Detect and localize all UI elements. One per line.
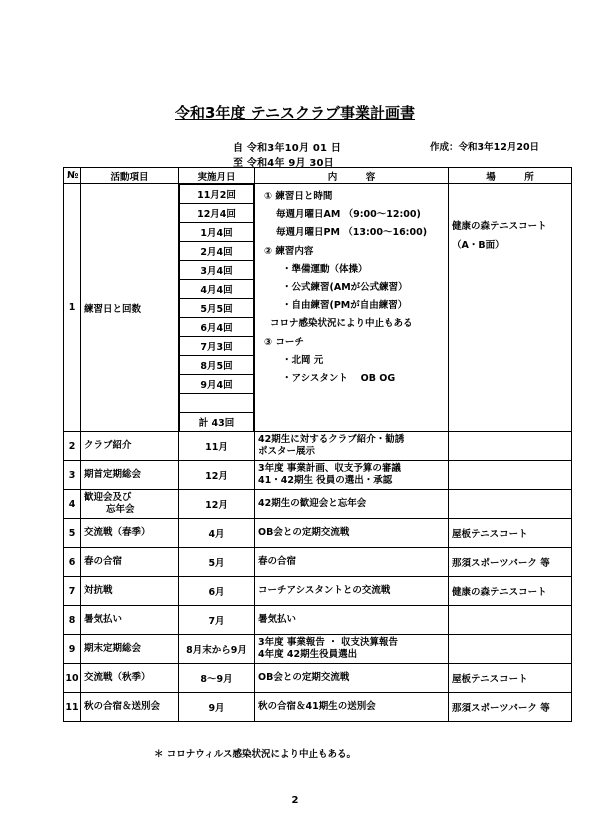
row-activity: 春の合宿 [81, 548, 179, 577]
practice-count: 7月3回 [180, 337, 254, 356]
plan-table [63, 167, 572, 722]
row-activity: クラブ紹介 [81, 432, 179, 461]
row-place: 那須スポーツパーク 等 [449, 693, 572, 722]
table-row [64, 548, 572, 577]
practice-place-line: （A・B面） [452, 240, 505, 251]
row-date: 4月 [179, 519, 255, 548]
row-content [255, 490, 449, 519]
row-activity: 練習日と回数 [81, 184, 179, 432]
table-row [64, 519, 572, 548]
row-no: 3 [64, 461, 81, 490]
table-row [64, 664, 572, 693]
row-content-line: 春の合宿 [258, 556, 297, 567]
row-date: 11月 [179, 432, 255, 461]
header-content: 内 容 [255, 168, 449, 184]
row-content-line: 4年度 42期生役員選出 [258, 649, 358, 660]
table-row [64, 432, 572, 461]
row-place [449, 606, 572, 635]
table-row-practice [64, 184, 572, 432]
row-activity: 歓迎会及び 忘年会 [81, 490, 179, 519]
practice-content-line: ・自由練習(PMが自由練習） [282, 300, 408, 312]
practice-content-line: 毎週月曜日PM （13:00～16:00) [276, 227, 428, 239]
row-content [255, 432, 449, 461]
row-date: 8～9月 [179, 664, 255, 693]
header-date: 実施月日 [179, 168, 255, 184]
row-place: 屋板テニスコート [449, 519, 572, 548]
practice-count [180, 394, 254, 413]
practice-count: 計 43回 [180, 413, 254, 432]
row-content-line: OB会との定期交流戦 [258, 527, 350, 538]
row-content-line: 暑気払い [258, 614, 297, 625]
table-row [64, 577, 572, 606]
row-place [449, 490, 572, 519]
created-date: 作成：令和3年12月20日 [430, 142, 540, 153]
row-content-line: コーチアシスタントとの交流戦 [258, 585, 391, 596]
table-row [64, 606, 572, 635]
row-no: 10 [64, 664, 81, 693]
row-no: 7 [64, 577, 81, 606]
practice-count: 9月4回 [180, 375, 254, 394]
row-content [255, 664, 449, 693]
row-activity: 期首定期総会 [81, 461, 179, 490]
practice-count: 8月5回 [180, 356, 254, 375]
table-row [64, 461, 572, 490]
practice-content-line: ① 練習日と時間 [264, 191, 333, 202]
row-content-line: 42期生の歓迎会と忘年会 [258, 498, 367, 509]
header-no: № [64, 168, 81, 184]
row-content-line: ポスター展示 [258, 446, 316, 457]
table-row [64, 693, 572, 722]
practice-content-line: コロナ感染状況により中止もある [270, 318, 413, 330]
practice-content-line: 毎週月曜日AM （9:00～12:00) [276, 209, 421, 221]
row-activity: 交流戦（春季） [81, 519, 179, 548]
practice-place [449, 184, 572, 432]
row-content [255, 519, 449, 548]
row-no: 1 [64, 184, 81, 432]
practice-count: 11月2回 [180, 185, 254, 204]
practice-count: 12月4回 [180, 204, 254, 223]
row-no: 9 [64, 635, 81, 664]
row-content-line: 3年度 事業計画、収支予算の審議 [258, 463, 401, 474]
row-date: 12月 [179, 461, 255, 490]
page-number: 2 [291, 795, 299, 806]
row-date: 9月 [179, 693, 255, 722]
row-no: 5 [64, 519, 81, 548]
row-content [255, 606, 449, 635]
practice-content-line: ・北岡 元 [282, 354, 324, 366]
row-content [255, 461, 449, 490]
row-activity: 交流戦（秋季） [81, 664, 179, 693]
row-date: 7月 [179, 606, 255, 635]
row-date: 8月末から9月 [179, 635, 255, 664]
practice-place-line: 健康の森テニスコート [452, 221, 547, 232]
row-activity: 期末定期総会 [81, 635, 179, 664]
practice-count: 6月4回 [180, 318, 254, 337]
row-activity: 秋の合宿＆送別会 [81, 693, 179, 722]
period-to: 至 令和4年 9月 30日 [233, 158, 334, 169]
row-activity: 暑気払い [81, 606, 179, 635]
row-content-line: OB会との定期交流戦 [258, 672, 350, 683]
row-content [255, 693, 449, 722]
practice-content [255, 184, 449, 432]
row-no: 11 [64, 693, 81, 722]
table-row [64, 635, 572, 664]
practice-content-line: ③ コーチ [264, 336, 304, 348]
row-place [449, 432, 572, 461]
practice-count: 1月4回 [180, 223, 254, 242]
document-title: 令和3年度 テニスクラブ事業計画書 [174, 104, 416, 122]
row-place: 那須スポーツパーク 等 [449, 548, 572, 577]
row-date: 12月 [179, 490, 255, 519]
header-activity: 活動項目 [81, 168, 179, 184]
practice-content-line: ・アシスタント OB OG [282, 373, 396, 385]
practice-count: 3月4回 [180, 261, 254, 280]
practice-content-line: ・準備運動（体操） [282, 263, 368, 275]
footnote: ＊ コロナウィルス感染状況により中止もある。 [154, 749, 356, 760]
row-no: 6 [64, 548, 81, 577]
practice-count: 2月4回 [180, 242, 254, 261]
row-no: 2 [64, 432, 81, 461]
row-content [255, 577, 449, 606]
row-place: 屋板テニスコート [449, 664, 572, 693]
practice-count: 5月5回 [180, 299, 254, 318]
row-content-line: 3年度 事業報告 ・ 収支決算報告 [258, 637, 399, 648]
practice-counts-cell [179, 184, 255, 432]
row-no: 4 [64, 490, 81, 519]
row-content [255, 635, 449, 664]
practice-content-line: ② 練習内容 [264, 245, 314, 257]
table-row [64, 490, 572, 519]
row-content-line: 41・42期生 役員の選出・承認 [258, 475, 393, 486]
period-from: 自 令和3年10月 01 日 [233, 143, 342, 154]
row-content-line: 秋の合宿＆41期生の送別会 [258, 701, 376, 712]
practice-content-line: ・公式練習(AMが公式練習） [282, 282, 408, 294]
practice-count: 4月4回 [180, 280, 254, 299]
row-date: 5月 [179, 548, 255, 577]
row-content [255, 548, 449, 577]
row-content-line: 42期生に対するクラブ紹介・勧誘 [258, 434, 405, 445]
row-place [449, 461, 572, 490]
row-activity: 対抗戦 [81, 577, 179, 606]
row-date: 6月 [179, 577, 255, 606]
row-place [449, 635, 572, 664]
practice-counts [179, 184, 254, 431]
row-no: 8 [64, 606, 81, 635]
header-place: 場 所 [449, 168, 572, 184]
row-place: 健康の森テニスコート [449, 577, 572, 606]
